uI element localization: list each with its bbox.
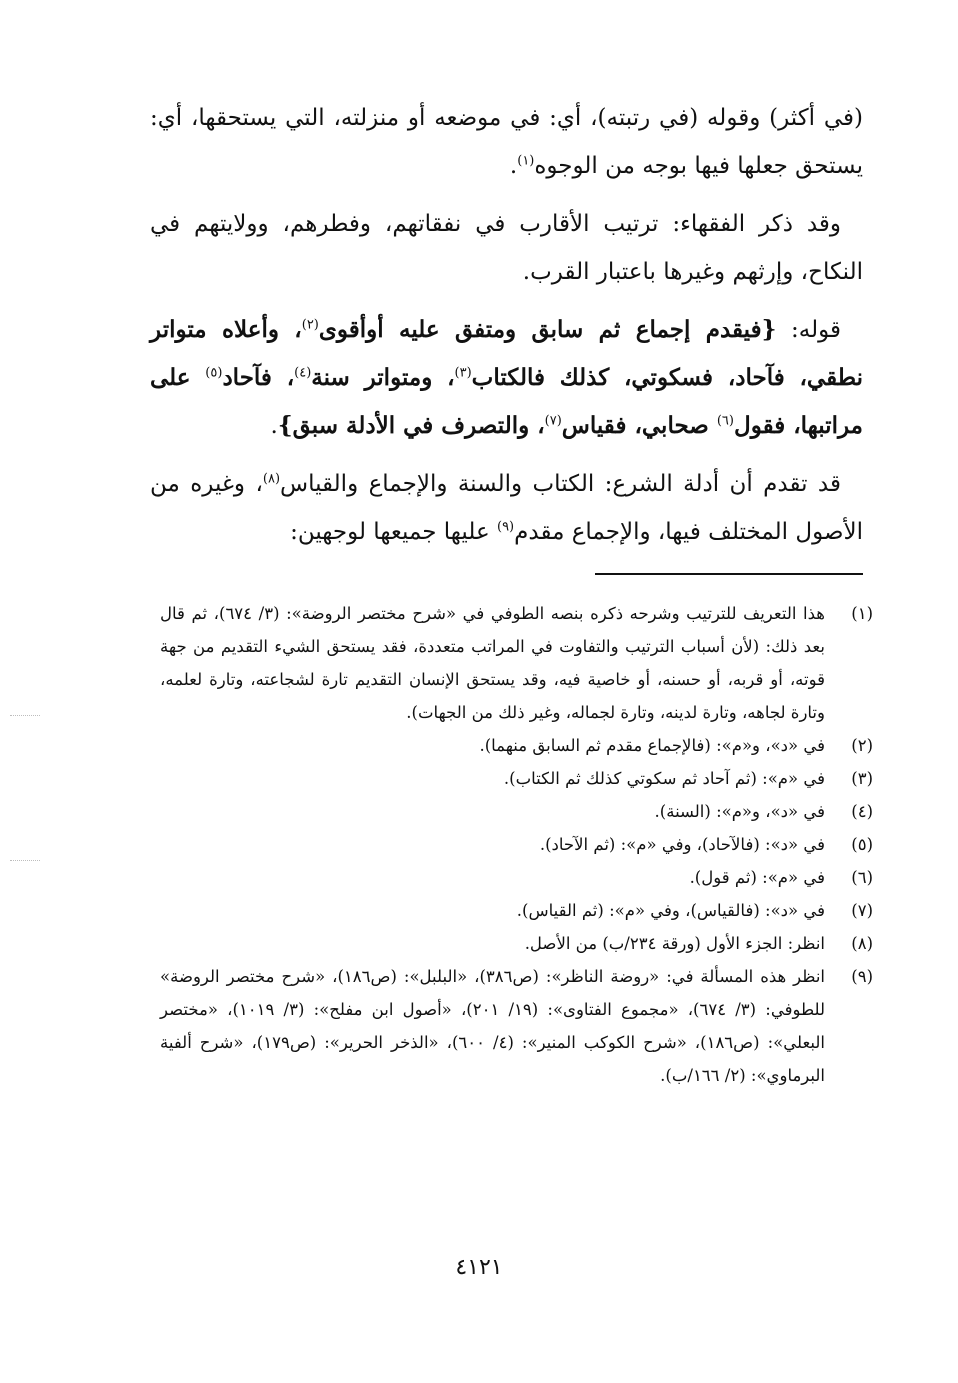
paragraph-1-end: .	[509, 153, 518, 179]
footnote-item	[160, 762, 873, 795]
matn-text-5: على مراتبها، فقول	[150, 364, 863, 439]
footnote-separator	[595, 573, 863, 575]
margin-mark	[10, 715, 40, 716]
footnote-ref-9[interactable]: (٩)	[496, 519, 515, 535]
matn-text-6: صحابي، فقياس	[561, 412, 717, 439]
paragraph-1	[150, 94, 863, 190]
matn-text-1: {فيقدم إجماع ثم سابق ومتفق عليه أوأقوى	[318, 316, 777, 343]
paragraph-2	[150, 200, 863, 296]
footnote-number: (٤)	[851, 802, 873, 821]
paragraph-4-text-2: ، وغيره من الأصول المختلف فيها، والإجماع مقدم	[150, 471, 863, 545]
footnote-number: (١)	[851, 604, 873, 623]
footnote-text: في «د»، و«م»: (السنة).	[654, 802, 825, 821]
matn-text-2: ، وأعلاه متواتر نطقي، فآحاد، فسكوتي، كذلك فالكتاب	[150, 316, 864, 391]
matn-text-3: ، ومتواتر سنة	[311, 364, 455, 391]
footnote-ref-6[interactable]: (٦)	[716, 413, 734, 429]
footnote-text: في «م»: (ثم آحاد ثم سكوتي كذلك ثم الكتاب).	[503, 769, 825, 788]
footnote-number: (٨)	[851, 934, 873, 953]
footnote-number: (٣)	[851, 769, 873, 788]
footnote-ref-5[interactable]: (٥)	[205, 365, 223, 381]
footnote-text: في «م»: (ثم قول).	[689, 868, 825, 887]
paragraph-4-text-1: قد تقدم أن أدلة الشرع: الكتاب والسنة والإجماع والقياس	[280, 471, 841, 497]
main-text	[150, 94, 863, 566]
footnote-text: في «د»: (فالقياس)، وفي «م»: (ثم القياس).	[516, 901, 825, 920]
footnote-text: في «د»، و«م»: (فالإجماع مقدم ثم السابق منهما).	[479, 736, 825, 755]
footnote-text: في «د»: (فالآحاد)، وفي «م»: (ثم الآحاد).	[539, 835, 825, 854]
footnote-ref-1[interactable]: (١)	[517, 153, 535, 169]
footnote-ref-2[interactable]: (٢)	[301, 317, 319, 333]
footnote-item	[160, 894, 873, 927]
footnote-text: انظر هذه المسألة في: «روضة الناظر»: (ص٣٨٦)، «البلبل»: (ص١٨٦)، «شرح مختصر الروضة» للطوفي: (٣/ ٦٧٤)، «مجموع الفتاوى»: (١٩/ ٢٠١)، «أصول ابن مفلح»: (٣/ ١٠١٩)، «مختصر البعلي»: (ص١٨٦)، «شرح الكوكب المنير»: (٤/ ٦٠٠)، «الذخر الحرير»: (ص١٧٩)، «شرح ألفية البرماوي»: (٢/ ١٦٦/ب).	[160, 967, 826, 1085]
paragraph-3	[150, 306, 863, 450]
footnote-ref-3[interactable]: (٣)	[454, 365, 472, 381]
paragraph-4	[150, 460, 863, 556]
footnote-number: (٧)	[851, 901, 873, 920]
footnote-item	[160, 597, 873, 729]
footnote-number: (٩)	[851, 967, 873, 986]
footnote-number: (٥)	[851, 835, 873, 854]
paragraph-2-text: وقد ذكر الفقهاء: ترتيب الأقارب في نفقاتهم، وفطرهم، وولايتهم في النكاح، وإرثهم وغيرها باعتبار القرب.	[150, 211, 863, 285]
footnote-item	[160, 729, 873, 762]
paragraph-4-text-3: عليها جميعها لوجهين:	[290, 519, 497, 545]
footnote-number: (٦)	[851, 868, 873, 887]
footnote-ref-7[interactable]: (٧)	[544, 413, 562, 429]
matn-end: .	[270, 413, 278, 439]
footnote-item	[160, 927, 873, 960]
footnote-item	[160, 795, 873, 828]
margin-mark	[10, 860, 40, 861]
footnote-ref-8[interactable]: (٨)	[262, 471, 281, 487]
footnotes	[160, 597, 873, 1092]
footnote-text: هذا التعريف للترتيب وشرحه ذكره بنصه الطوفي في «شرح مختصر الروضة»: (٣/ ٦٧٤)، ثم قال بعد ذلك: (لأن أسباب الترتيب والتفاوت في المراتب متعددة، فقد يستحق الشيء التقديم من جهة قوته، أو قربه، أو حسنه، أو خاصية فيه، وقد يستحق الإنسان التقديم تارة لشجاعته، وتارة لعلمه، وتارة لجاهه، وتارة لدينه، وتارة لجماله، وغير ذلك من الجهات).	[160, 604, 825, 722]
page-number: ٤١٢١	[455, 1255, 503, 1280]
footnote-item	[160, 960, 873, 1092]
footnote-item	[160, 861, 873, 894]
footnote-item	[160, 828, 873, 861]
footnote-text: انظر: الجزء الأول (ورقة ٢٣٤/ب) من الأصل.	[524, 934, 825, 953]
footnote-ref-4[interactable]: (٤)	[294, 365, 312, 381]
footnote-number: (٢)	[851, 736, 873, 755]
paragraph-1-text: (في أكثر) وقوله (في رتبته)، أي: في موضعه أو منزلته، التي يستحقها، أي: يستحق جعلها فيها بوجه من الوجوه	[150, 105, 863, 179]
matn-text-7: ، والتصرف في الأدلة سبق}	[277, 412, 545, 439]
matn-text-4: ، فآحاد	[222, 364, 295, 391]
matn-lead: قوله:	[776, 317, 842, 343]
